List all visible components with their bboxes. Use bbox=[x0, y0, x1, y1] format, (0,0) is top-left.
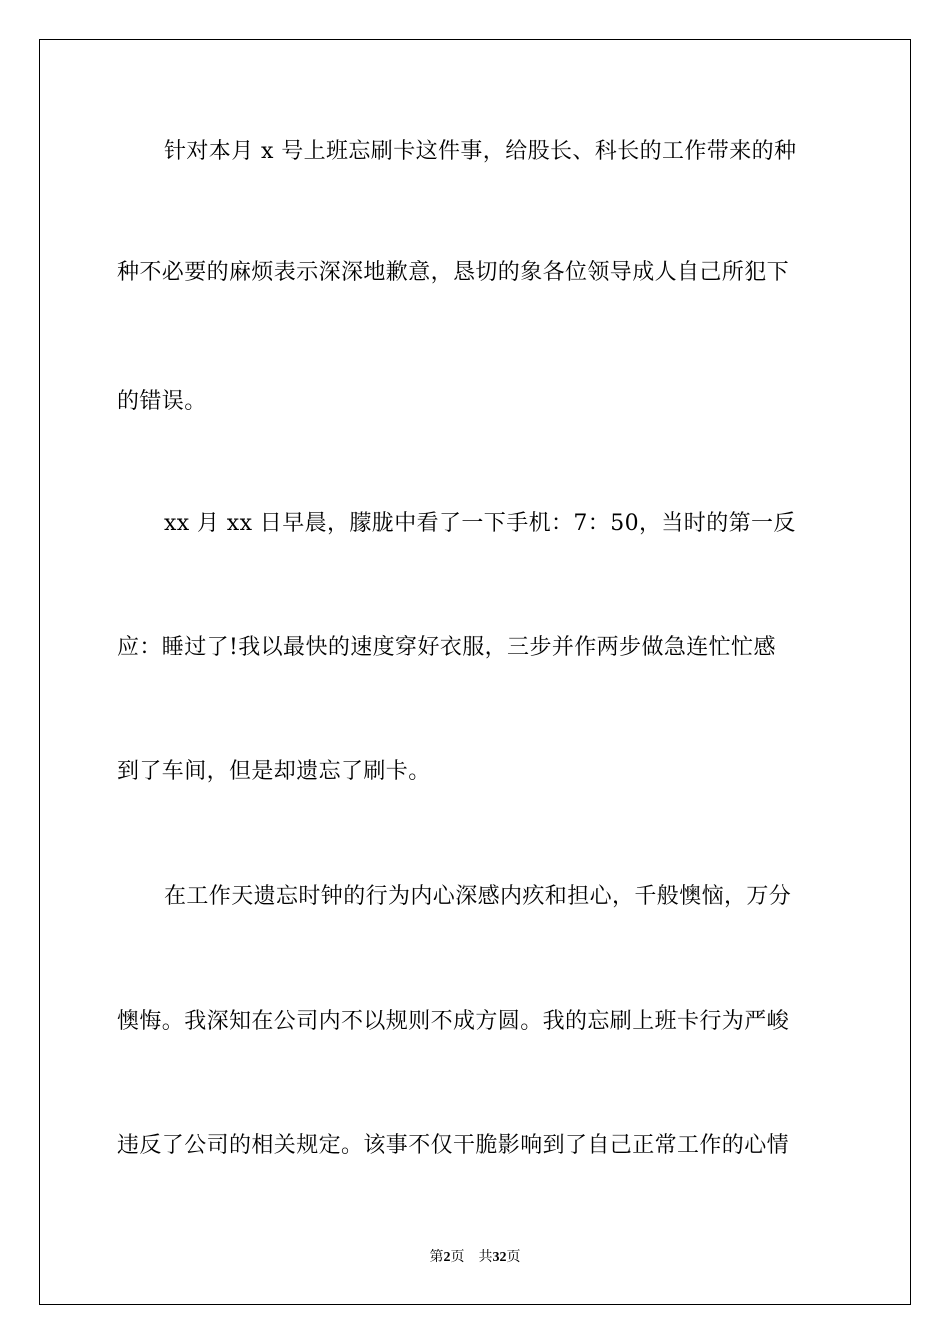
paragraph-2-line-2: 应：睡过了!我以最快的速度穿好衣服，三步并作两步做急连忙忙感 bbox=[117, 635, 776, 660]
page-number: 2 bbox=[443, 1250, 451, 1265]
paragraph-2-line-1: xx 月 xx 日早晨，朦胧中看了一下手机：7：50，当时的第一反 bbox=[164, 511, 796, 536]
page-footer bbox=[0, 1246, 950, 1266]
paragraph-3-line-3: 违反了公司的相关规定。该事不仅干脆影响到了自己正常工作的心情 bbox=[117, 1133, 790, 1158]
paragraph-3-line-2: 懊悔。我深知在公司内不以规则不成方圆。我的忘刷上班卡行为严峻 bbox=[117, 1009, 790, 1034]
paragraph-1-line-3: 的错误。 bbox=[117, 389, 207, 414]
paragraph-3-line-1: 在工作天遗忘时钟的行为内心深感内疚和担心，千般懊恼，万分 bbox=[164, 884, 792, 909]
page-suffix: 页 bbox=[450, 1250, 465, 1265]
page-border bbox=[39, 39, 911, 1305]
total-pages: 32 bbox=[492, 1250, 507, 1265]
total-suffix: 页 bbox=[506, 1250, 521, 1265]
total-prefix: 共 bbox=[478, 1250, 493, 1265]
paragraph-1-line-2: 种不必要的麻烦表示深深地歉意，恳切的象各位领导成人自己所犯下 bbox=[117, 260, 790, 285]
paragraph-1-line-1: 针对本月 x 号上班忘刷卡这件事，给股长、科长的工作带来的种 bbox=[164, 139, 797, 164]
page-prefix: 第 bbox=[429, 1250, 444, 1265]
paragraph-2-line-3: 到了车间，但是却遗忘了刷卡。 bbox=[117, 759, 431, 784]
